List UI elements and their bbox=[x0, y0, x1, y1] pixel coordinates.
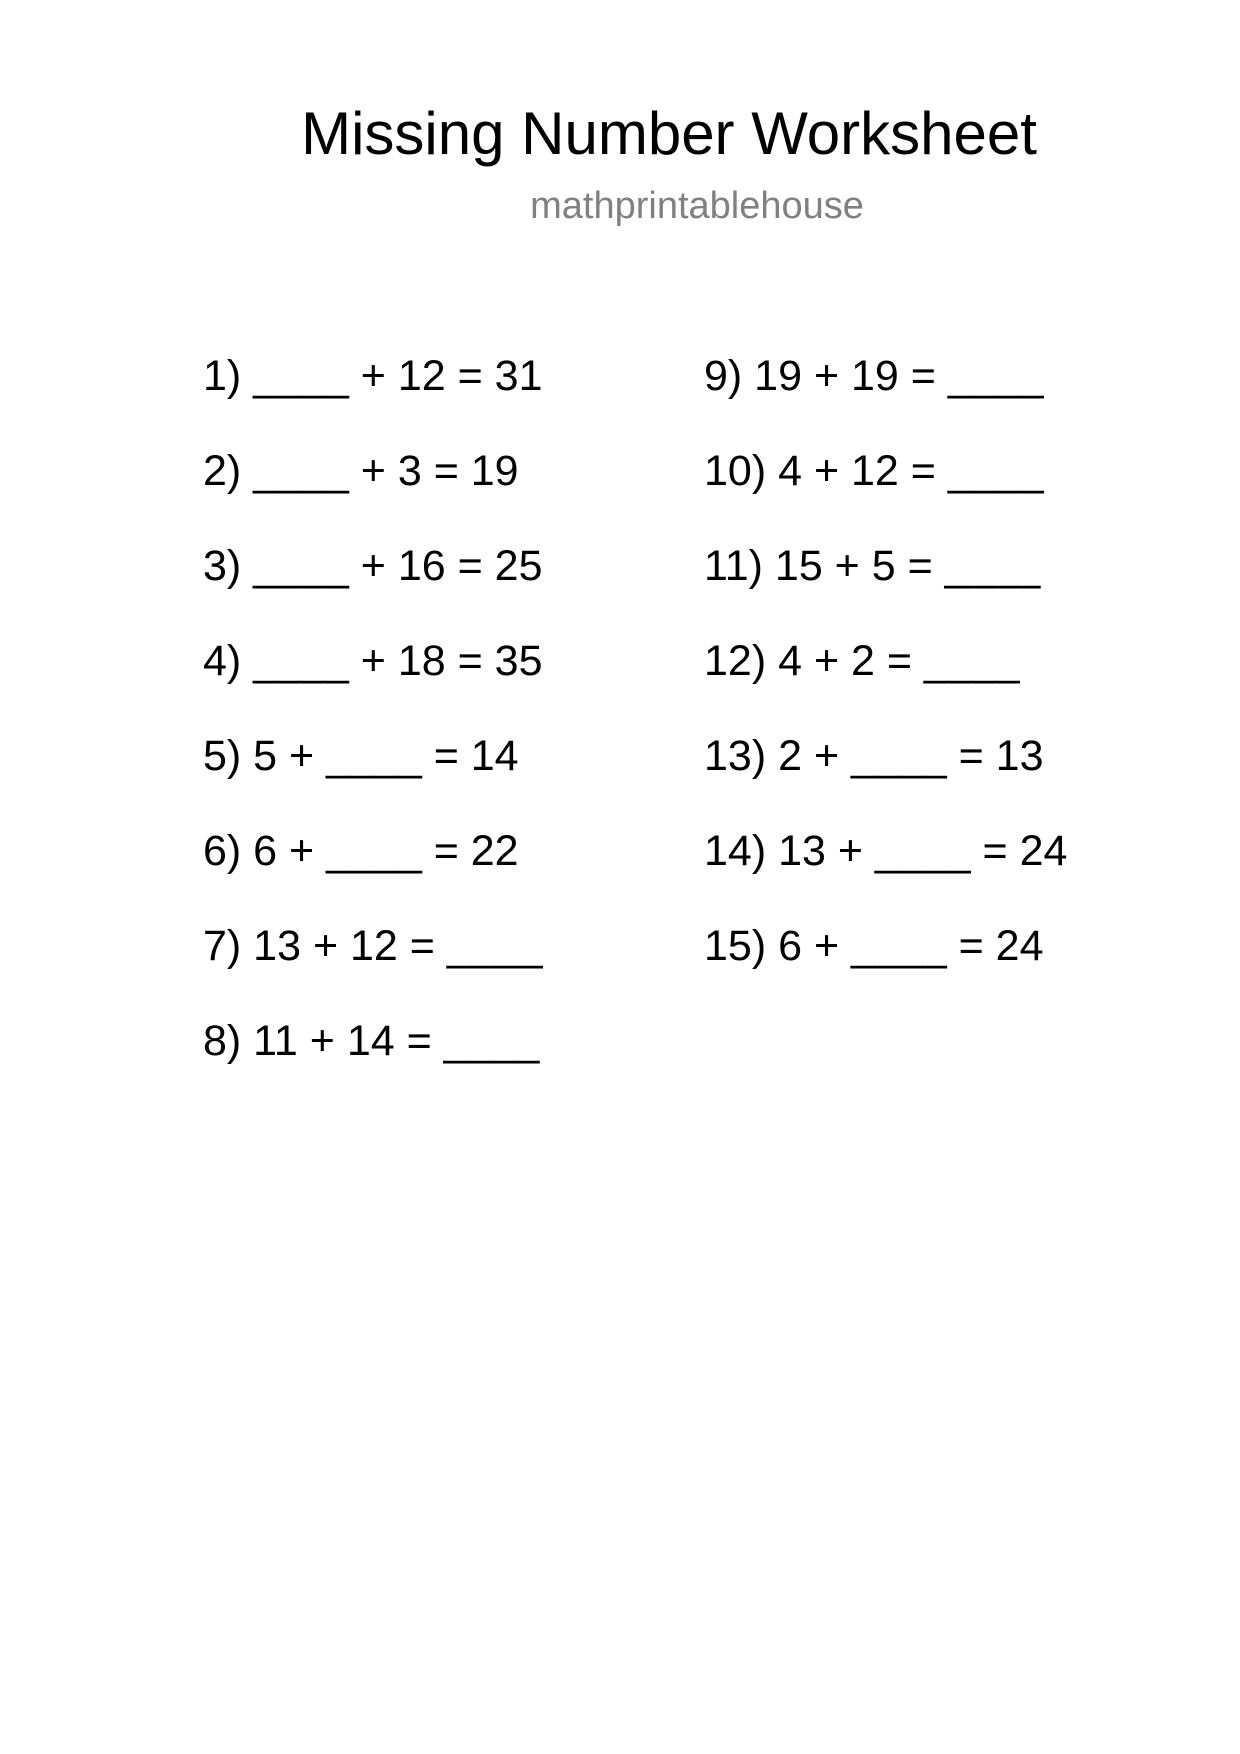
worksheet-title: Missing Number Worksheet bbox=[301, 100, 1037, 167]
problem-1: 1) ____ + 12 = 31 bbox=[203, 352, 543, 400]
problem-7: 7) 13 + 12 = ____ bbox=[203, 922, 543, 970]
problem-14: 14) 13 + ____ = 24 bbox=[704, 827, 1068, 875]
problem-10: 10) 4 + 12 = ____ bbox=[704, 447, 1044, 495]
problem-11: 11) 15 + 5 = ____ bbox=[704, 542, 1041, 590]
problems-right-column bbox=[704, 351, 1067, 1016]
problem-12: 12) 4 + 2 = ____ bbox=[704, 637, 1020, 685]
problems-left-column bbox=[203, 351, 543, 1111]
problem-13: 13) 2 + ____ = 13 bbox=[704, 732, 1044, 780]
problem-5: 5) 5 + ____ = 14 bbox=[203, 732, 519, 780]
problem-2: 2) ____ + 3 = 19 bbox=[203, 447, 519, 495]
problem-6: 6) 6 + ____ = 22 bbox=[203, 827, 519, 875]
problem-4: 4) ____ + 18 = 35 bbox=[203, 637, 543, 685]
problem-3: 3) ____ + 16 = 25 bbox=[203, 542, 543, 590]
problem-9: 9) 19 + 19 = ____ bbox=[704, 352, 1044, 400]
worksheet-subtitle: mathprintablehouse bbox=[530, 185, 864, 227]
problem-15: 15) 6 + ____ = 24 bbox=[704, 922, 1044, 970]
problem-8: 8) 11 + 14 = ____ bbox=[203, 1017, 540, 1065]
